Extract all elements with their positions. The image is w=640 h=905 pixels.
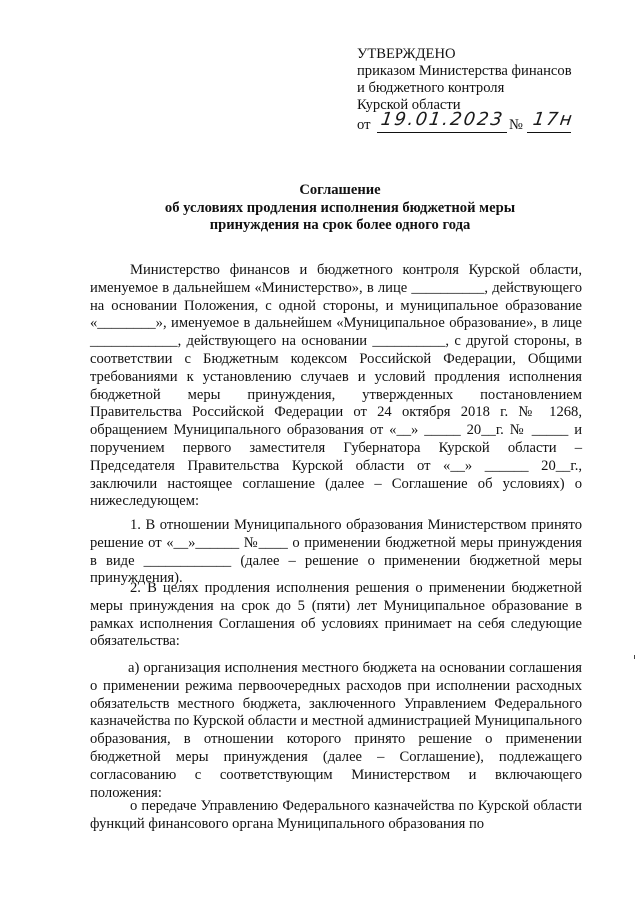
clause-1-paragraph: 1. В отношении Муниципального образования Министерством принято решение от «__»______ №____ о применении бюджетной меры принуждения в виде ____________ (далее – решение о применении бюджетной меры принуждения). bbox=[90, 517, 582, 587]
approval-ministry-line: и бюджетного контроля bbox=[357, 80, 505, 96]
approval-stamp-block bbox=[357, 46, 617, 137]
document-title bbox=[100, 182, 580, 235]
clause-2-paragraph: 2. В целях продления исполнения решения о применении бюджетной меры принуждения на срок до 5 (пяти) лет Муниципальное образование в рамках исполнения Соглашения об условиях принимает на себя следующие обязательства: bbox=[90, 580, 582, 650]
approval-number-handwritten: 17н bbox=[531, 109, 576, 130]
title-line-3: принуждения на срок более одного года bbox=[209, 217, 471, 233]
approval-date-handwritten: 19.01.2023 bbox=[379, 109, 506, 130]
clause-2a-paragraph: а) организация исполнения местного бюджета на основании соглашения о применении режима первоочередных расходов при исполнении расходных обязательств местного бюджета, заключенного Управлением Федерального казначейства по Курской области и местной администрацией Муниципального образования, в отношении которого принято решение о применении бюджетной меры принуждения (далее – Соглашение), подлежащего согласованию с соответствующим Министерством и включающего положения: bbox=[90, 660, 582, 801]
approval-heading: УТВЕРЖДЕНО bbox=[357, 46, 456, 62]
approval-date-number-row bbox=[357, 109, 617, 137]
approval-number-label: № bbox=[509, 117, 523, 133]
date-underline bbox=[377, 132, 507, 133]
approval-from-label: от bbox=[357, 117, 371, 133]
clause-2a-continuation: о передаче Управлению Федерального казначейства по Курской области функций финансового органа Муниципального образования по bbox=[90, 798, 582, 832]
scan-mark bbox=[634, 655, 635, 659]
title-line-2: об условиях продления исполнения бюджетной меры bbox=[164, 199, 516, 216]
title-line-1: Соглашение bbox=[299, 182, 381, 198]
approval-region-line: Курской области bbox=[357, 97, 461, 113]
intro-paragraph: Министерство финансов и бюджетного контроля Курской области, именуемое в дальнейшем «Министерство», в лице __________, действующего на основании Положения, с одной стороны, и муниципальное образование «________», именуемое в дальнейшем «Муниципальное образование», в лице ____________, действующего на основании __________, с другой стороны, в соответствии с Бюджетным кодексом Российской Федерации, Общими требованиями к установлению случаев и условий продления исполнения бюджетной меры принуждения, утвержденных постановлением Правительства Российской Федерации от 24 октября 2018 г. № 1268, обращением Муниципального образования от «__» _____ 20__г. № _____ и поручением первого заместителя Губернатора Курской области – Председателя Правительства Курской области от «__» ______ 20__г., заключили настоящее соглашение (далее – Соглашение об условиях) о нижеследующем: bbox=[90, 262, 582, 510]
approval-order-line: приказом Министерства финансов bbox=[357, 63, 572, 79]
number-underline bbox=[527, 132, 571, 133]
